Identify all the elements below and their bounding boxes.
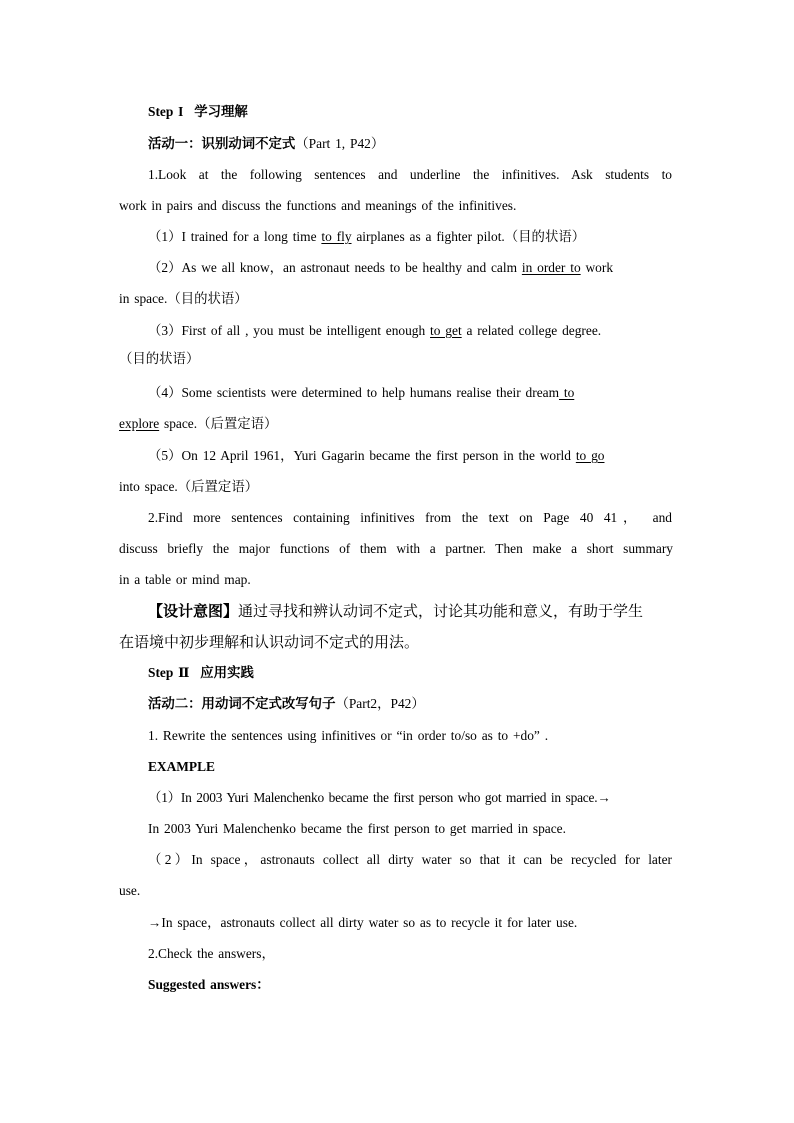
sentence-4-post: space.（后置定语）	[159, 416, 278, 431]
sentence-2-infinitive: in order to	[521, 260, 581, 275]
example-2-c: →In space，astronauts collect all dirty water so as to recycle it for later use.	[148, 915, 578, 930]
example-label: EXAMPLE	[148, 759, 215, 774]
step2-title-cn: 应用实践	[200, 666, 254, 681]
sentence-2-cont: in space.（目的状语）	[119, 291, 248, 306]
design-intent-text-a: 通过寻找和辨认动词不定式，讨论其功能和意义，有助于学生	[238, 602, 644, 620]
activity1-title: 活动一：识别动词不定式	[148, 137, 296, 152]
activity2-title: 活动二：用动词不定式改写句子	[148, 697, 336, 712]
step1-title-cn: 学习理解	[194, 105, 248, 120]
sentence-1-infinitive: to fly	[321, 229, 352, 244]
sentence-3-post: a related college degree.	[461, 323, 602, 338]
sentence-3	[148, 322, 601, 340]
sentence-5	[148, 447, 604, 465]
example-1-a: （1）In 2003 Yuri Malenchenko became the first person who got married in space.→	[148, 790, 611, 805]
task1-line-a: 1.Look at the following sentences and underline the infinitives. Ask students to	[148, 167, 672, 182]
activity1-ref: （Part 1, P42）	[295, 136, 385, 151]
task2-line-b: discuss briefly the major functions of them with a partner. Then make a short summary	[119, 541, 673, 556]
example-2-b: use.	[119, 883, 141, 898]
sentence-3-infinitive: to get	[430, 323, 462, 338]
step1-heading	[148, 103, 248, 122]
check-answers: 2.Check the answers，	[148, 946, 275, 961]
step2-title: Step Ⅱ	[148, 665, 190, 680]
task1-line-b: work in pairs and discuss the functions and meanings of the infinitives.	[119, 198, 517, 213]
suggested-answers-label: Suggested answers：	[148, 977, 270, 992]
design-intent-text-b: 在语境中初步理解和认识动词不定式的用法。	[119, 633, 420, 651]
example-2-a: （2）In space，astronauts collect all dirty water so that it can be recycled for later	[148, 852, 672, 867]
sentence-1-post: airplanes as a fighter pilot.（目的状语）	[351, 229, 586, 244]
design-intent-label: 【设计意图】	[148, 602, 239, 620]
sentence-1-pre: （1）I trained for a long time	[148, 229, 322, 244]
step2-heading	[148, 664, 254, 683]
sentence-4-infinitive-cont: explore	[119, 416, 160, 431]
activity2-ref: （Part2，P42）	[335, 696, 425, 711]
sentence-4	[148, 384, 574, 402]
sentence-2-pre: （2）As we all know，an astronaut needs to be healthy and calm	[148, 260, 522, 275]
sentence-2-post: work	[580, 260, 614, 275]
activity1-heading	[148, 135, 384, 154]
sentence-5-infinitive: to go	[575, 448, 605, 463]
sentence-4-cont	[119, 415, 277, 433]
sentence-4-infinitive: to	[559, 385, 575, 400]
task2-line-c: in a table or mind map.	[119, 572, 251, 587]
sentence-3-pre: （3）First of all , you must be intelligent enough	[148, 323, 431, 338]
sentence-3-cont: （目的状语）	[119, 351, 200, 366]
rewrite-task: 1. Rewrite the sentences using infinitives or “in order to/so as to +do” .	[148, 728, 549, 743]
sentence-4-pre: （4）Some scientists were determined to help humans realise their dream	[148, 385, 560, 400]
step1-title: Step I	[148, 104, 184, 119]
sentence-5-cont: into space.（后置定语）	[119, 479, 259, 494]
activity2-heading	[148, 695, 425, 714]
sentence-5-pre: （5）On 12 April 1961，Yuri Gagarin became the first person in the world	[148, 448, 576, 463]
example-1-b: In 2003 Yuri Malenchenko became the first person to get married in space.	[148, 821, 566, 836]
design-intent	[148, 601, 643, 622]
task2-line-a: 2.Find more sentences containing infinitives from the text on Page 40 41， and	[148, 510, 672, 525]
sentence-1	[148, 228, 585, 246]
sentence-2	[148, 259, 613, 277]
